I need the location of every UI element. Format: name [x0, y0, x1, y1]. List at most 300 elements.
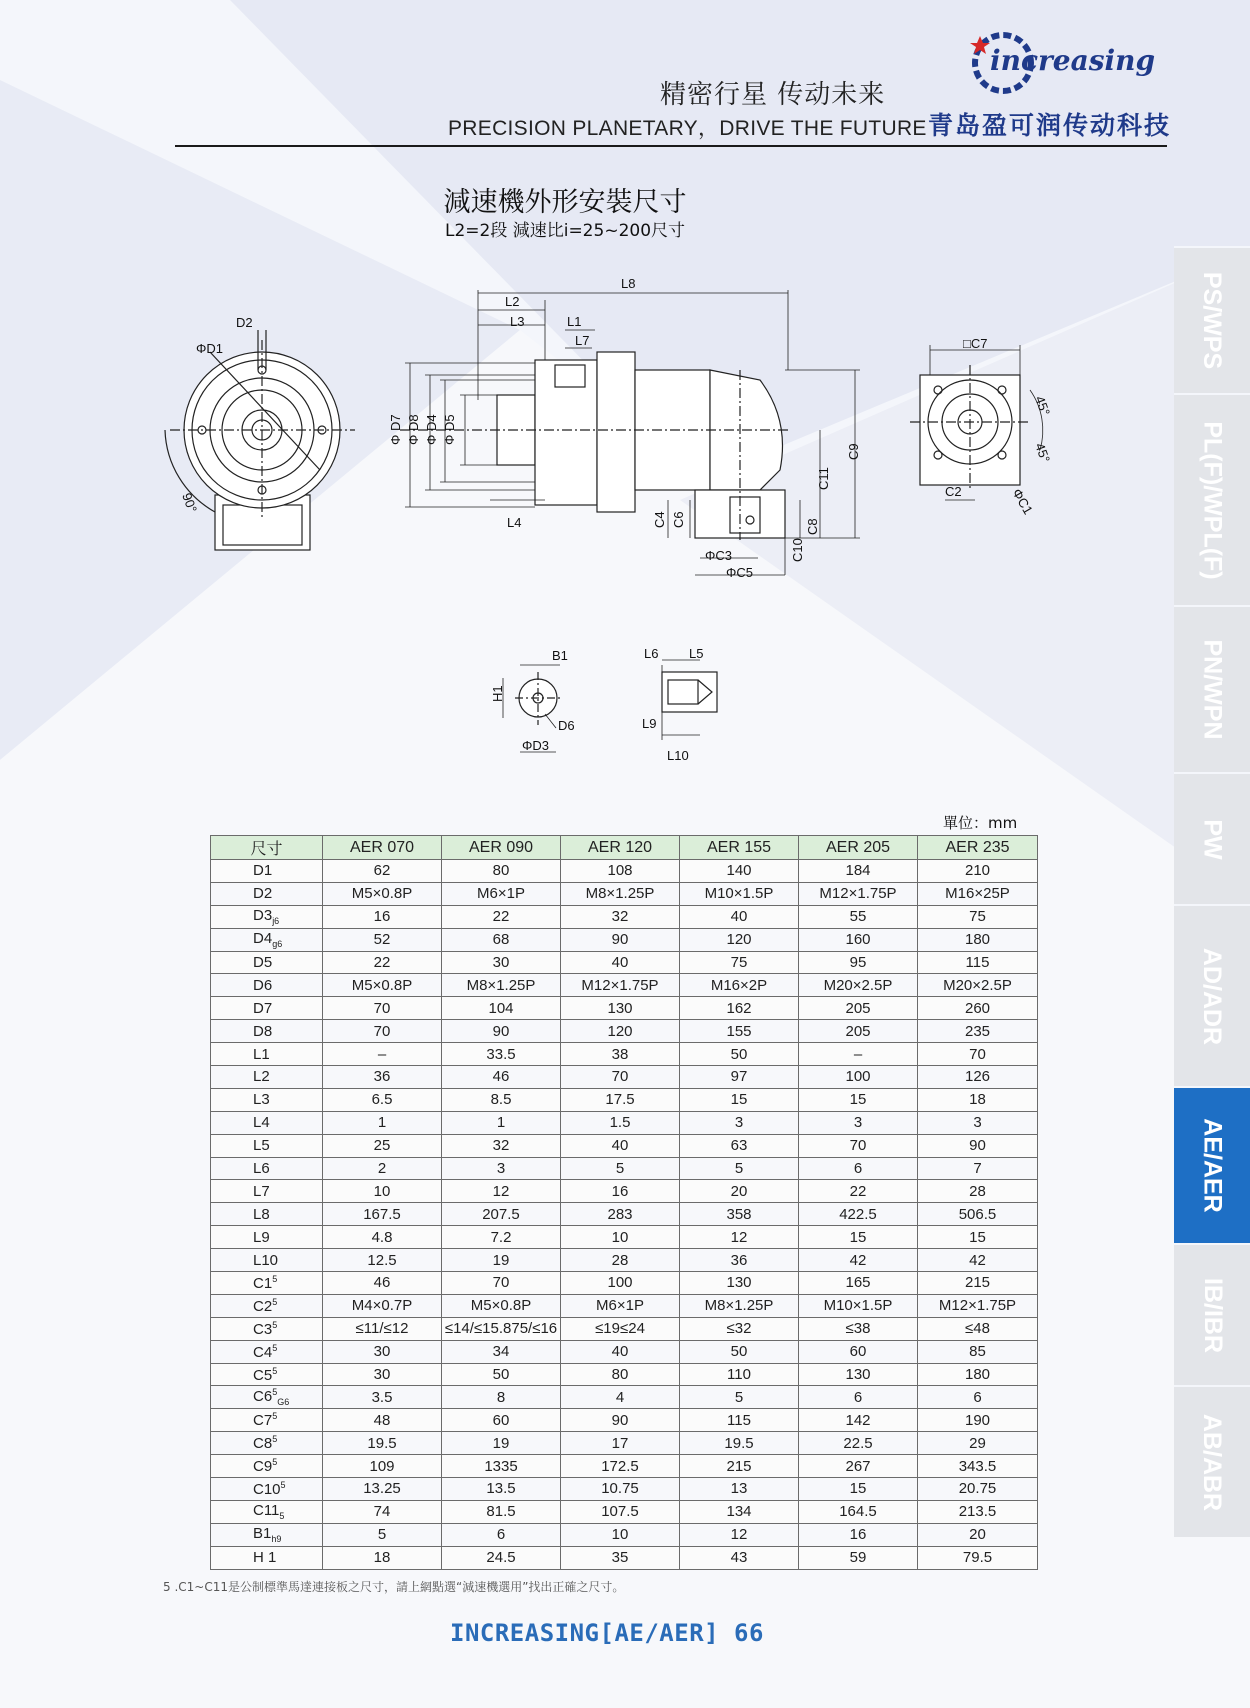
table-cell: 12	[680, 1226, 799, 1249]
table-cell: 100	[561, 1272, 680, 1295]
table-cell: 80	[561, 1363, 680, 1386]
table-cell: 120	[680, 928, 799, 951]
table-cell: 33.5	[442, 1043, 561, 1066]
header-size: 尺寸	[211, 836, 323, 860]
label-l5: L5	[689, 646, 704, 661]
row-key: H 1	[211, 1546, 323, 1569]
table-cell: 205	[799, 1020, 918, 1043]
label-phi-d7: Φ D7	[388, 414, 403, 445]
label-phi-d8: Φ D8	[406, 414, 421, 445]
table-row	[211, 1432, 1038, 1455]
table-cell: ≤48	[918, 1317, 1038, 1340]
label-c8: C8	[805, 518, 820, 535]
table-cell: 155	[680, 1020, 799, 1043]
header-divider	[175, 145, 1167, 147]
table-cell: 75	[680, 951, 799, 974]
page-footer: INCREASING[AE/AER] 66	[450, 1619, 764, 1647]
table-row	[211, 1455, 1038, 1478]
row-key: D2	[211, 882, 323, 905]
table-row	[211, 1180, 1038, 1203]
row-key: $C2^5$	[211, 1294, 323, 1317]
table-cell: M8×1.25P	[561, 882, 680, 905]
table-cell: 4.8	[323, 1226, 442, 1249]
table-row	[211, 1066, 1038, 1089]
table-row	[211, 1546, 1038, 1569]
tab-ad-adr[interactable]: AD/ADR	[1174, 904, 1250, 1086]
flange-view-drawing	[910, 345, 1043, 500]
table-cell: 15	[680, 1088, 799, 1111]
table-cell: 16	[323, 905, 442, 928]
row-key: D5	[211, 951, 323, 974]
table-cell: 6	[442, 1523, 561, 1546]
table-cell: 8	[442, 1386, 561, 1409]
table-cell: 260	[918, 997, 1038, 1020]
row-key: L5	[211, 1134, 323, 1157]
table-cell: 15	[799, 1088, 918, 1111]
table-cell: 6	[799, 1157, 918, 1180]
table-cell: 40	[561, 1340, 680, 1363]
unit-label: 單位：mm	[943, 814, 1018, 832]
slogan-cn: 精密行星 传动未来	[660, 80, 886, 110]
table-cell: 213.5	[918, 1500, 1038, 1523]
table-cell: 25	[323, 1134, 442, 1157]
row-key: D7	[211, 997, 323, 1020]
table-cell: M6×1P	[561, 1294, 680, 1317]
table-row	[211, 1409, 1038, 1432]
table-cell: 5	[680, 1157, 799, 1180]
row-key: $C8^5$	[211, 1432, 323, 1455]
table-row	[211, 1111, 1038, 1134]
table-cell: 22.5	[799, 1432, 918, 1455]
table-cell: 22	[442, 905, 561, 928]
table-cell: 18	[323, 1546, 442, 1569]
label-l6: L6	[644, 646, 659, 661]
table-cell: 134	[680, 1500, 799, 1523]
table-cell: 70	[323, 1020, 442, 1043]
table-cell: 46	[323, 1272, 442, 1295]
table-cell: 165	[799, 1272, 918, 1295]
table-cell: 12	[442, 1180, 561, 1203]
slogan-en: PRECISION PLANETARY，DRIVE THE FUTURE	[448, 117, 927, 140]
table-cell: 19.5	[680, 1432, 799, 1455]
row-key: L4	[211, 1111, 323, 1134]
row-key: L7	[211, 1180, 323, 1203]
table-row	[211, 1523, 1038, 1546]
row-key: $C4^5$	[211, 1340, 323, 1363]
table-cell: 16	[799, 1523, 918, 1546]
table-cell: 60	[442, 1409, 561, 1432]
row-key: L2	[211, 1066, 323, 1089]
table-cell: 180	[918, 1363, 1038, 1386]
table-cell: 184	[799, 860, 918, 883]
table-cell: 40	[561, 951, 680, 974]
tab-pn-wpn[interactable]: PN/WPN	[1174, 605, 1250, 772]
table-cell: 30	[442, 951, 561, 974]
header-aer155: AER 155	[680, 836, 799, 860]
table-row	[211, 1317, 1038, 1340]
table-row	[211, 1500, 1038, 1523]
table-cell: 70	[799, 1134, 918, 1157]
label-l3: L3	[510, 314, 525, 329]
tap-section-drawing	[662, 660, 717, 740]
table-cell: 343.5	[918, 1455, 1038, 1478]
table-cell: M16×25P	[918, 882, 1038, 905]
row-key: $C7^5$	[211, 1409, 323, 1432]
table-cell: 12	[680, 1523, 799, 1546]
table-cell: 13.5	[442, 1478, 561, 1501]
table-cell: 90	[561, 1409, 680, 1432]
table-body	[211, 860, 1038, 1570]
table-cell: M10×1.5P	[680, 882, 799, 905]
table-cell: 3	[918, 1111, 1038, 1134]
table-cell: M20×2.5P	[918, 974, 1038, 997]
table-cell: M5×0.8P	[323, 882, 442, 905]
table-cell: –	[323, 1043, 442, 1066]
label-l4: L4	[507, 515, 522, 530]
row-key: $B1_{h9}$	[211, 1523, 323, 1546]
table-cell: 62	[323, 860, 442, 883]
table-cell: 22	[323, 951, 442, 974]
table-cell: 42	[918, 1249, 1038, 1272]
row-key: $C3^5$	[211, 1317, 323, 1340]
table-cell: 126	[918, 1066, 1038, 1089]
label-phi-c3: ΦC3	[705, 548, 732, 563]
row-key: $C10^5$	[211, 1478, 323, 1501]
table-cell: 29	[918, 1432, 1038, 1455]
table-cell: 80	[442, 860, 561, 883]
table-cell: M5×0.8P	[442, 1294, 561, 1317]
row-key: $C5^5$	[211, 1363, 323, 1386]
table-cell: 6.5	[323, 1088, 442, 1111]
row-key: L3	[211, 1088, 323, 1111]
table-cell: M5×0.8P	[323, 974, 442, 997]
table-cell: 24.5	[442, 1546, 561, 1569]
label-l8: L8	[621, 276, 636, 291]
table-cell: 13	[680, 1478, 799, 1501]
table-cell: 97	[680, 1066, 799, 1089]
table-cell: 90	[918, 1134, 1038, 1157]
series-tabs	[1174, 246, 1250, 1537]
table-cell: 10	[561, 1523, 680, 1546]
table-cell: 140	[680, 860, 799, 883]
table-cell: 130	[799, 1363, 918, 1386]
tab-pl-wpl[interactable]: PL(F)/WPL(F)	[1174, 393, 1250, 605]
row-key: L9	[211, 1226, 323, 1249]
table-row	[211, 860, 1038, 883]
table-cell: ≤38	[799, 1317, 918, 1340]
table-cell: 38	[561, 1043, 680, 1066]
table-cell: M8×1.25P	[442, 974, 561, 997]
label-b1: B1	[552, 648, 568, 663]
company-name-cn: 青岛盈可润传动科技	[928, 111, 1172, 140]
table-cell: 70	[918, 1043, 1038, 1066]
label-phi-d1: ΦD1	[196, 341, 223, 356]
table-cell: 85	[918, 1340, 1038, 1363]
table-cell: M4×0.7P	[323, 1294, 442, 1317]
row-key: L1	[211, 1043, 323, 1066]
table-cell: 95	[799, 951, 918, 974]
label-box-c7: □C7	[963, 336, 988, 351]
table-cell: 19	[442, 1432, 561, 1455]
table-cell: 6	[918, 1386, 1038, 1409]
table-cell: 104	[442, 997, 561, 1020]
table-row	[211, 1043, 1038, 1066]
table-cell: 74	[323, 1500, 442, 1523]
table-cell: 130	[561, 997, 680, 1020]
table-row	[211, 1386, 1038, 1409]
table-cell: 6	[799, 1386, 918, 1409]
label-c6: C6	[671, 511, 686, 528]
table-cell: 36	[323, 1066, 442, 1089]
table-cell: M12×1.75P	[799, 882, 918, 905]
table-cell: 162	[680, 997, 799, 1020]
table-cell: 28	[918, 1180, 1038, 1203]
table-cell: 90	[561, 928, 680, 951]
table-cell: 164.5	[799, 1500, 918, 1523]
header-aer235: AER 235	[918, 836, 1038, 860]
table-cell: 1	[323, 1111, 442, 1134]
table-cell: 3	[799, 1111, 918, 1134]
table-cell: 15	[918, 1226, 1038, 1249]
table-cell: M20×2.5P	[799, 974, 918, 997]
table-cell: 1335	[442, 1455, 561, 1478]
table-cell: 43	[680, 1546, 799, 1569]
header-aer070: AER 070	[323, 836, 442, 860]
table-cell: 46	[442, 1066, 561, 1089]
table-cell: 1.5	[561, 1111, 680, 1134]
table-row	[211, 1088, 1038, 1111]
table-cell: 1	[442, 1111, 561, 1134]
table-cell: 17	[561, 1432, 680, 1455]
table-cell: 19	[442, 1249, 561, 1272]
tab-ae-aer[interactable]: AE/AER	[1174, 1086, 1250, 1243]
row-key: $C1^5$	[211, 1272, 323, 1295]
table-cell: 16	[561, 1180, 680, 1203]
table-cell: 60	[799, 1340, 918, 1363]
page-subtitle: L2=2段 減速比i=25~200尺寸	[444, 221, 686, 241]
table-cell: 19.5	[323, 1432, 442, 1455]
table-cell: 8.5	[442, 1088, 561, 1111]
technical-drawings	[0, 260, 1250, 780]
table-row	[211, 974, 1038, 997]
table-cell: ≤32	[680, 1317, 799, 1340]
table-cell: ≤19≤24	[561, 1317, 680, 1340]
label-phi-c1: ΦC1	[1009, 486, 1036, 517]
table-cell: 10	[561, 1226, 680, 1249]
table-cell: 15	[799, 1478, 918, 1501]
table-row	[211, 905, 1038, 928]
row-key: D8	[211, 1020, 323, 1043]
label-c10: C10	[790, 538, 805, 562]
table-cell: 100	[799, 1066, 918, 1089]
table-cell: 120	[561, 1020, 680, 1043]
table-cell: 10.75	[561, 1478, 680, 1501]
table-cell: 35	[561, 1546, 680, 1569]
header-aer090: AER 090	[442, 836, 561, 860]
label-c9: C9	[846, 443, 861, 460]
table-cell: ≤14/≤15.875/≤16	[442, 1317, 561, 1340]
table-cell: 210	[918, 860, 1038, 883]
table-cell: 90	[442, 1020, 561, 1043]
table-cell: 142	[799, 1409, 918, 1432]
table-cell: 235	[918, 1020, 1038, 1043]
header-aer205: AER 205	[799, 836, 918, 860]
table-cell: 70	[561, 1066, 680, 1089]
table-row	[211, 1134, 1038, 1157]
table-cell: 10	[323, 1180, 442, 1203]
label-phi-d5: Φ D5	[442, 414, 457, 445]
table-cell: 506.5	[918, 1203, 1038, 1226]
label-d6: D6	[558, 718, 575, 733]
table-cell: 18	[918, 1088, 1038, 1111]
row-key: $C9^5$	[211, 1455, 323, 1478]
table-cell: 7	[918, 1157, 1038, 1180]
table-row	[211, 1020, 1038, 1043]
table-cell: 81.5	[442, 1500, 561, 1523]
table-cell: M10×1.5P	[799, 1294, 918, 1317]
table-cell: 32	[442, 1134, 561, 1157]
page-title: 減速機外形安裝尺寸	[443, 187, 687, 218]
table-cell: 5	[561, 1157, 680, 1180]
table-cell: 12.5	[323, 1249, 442, 1272]
table-cell: 52	[323, 928, 442, 951]
table-cell: 215	[918, 1272, 1038, 1295]
front-view-drawing	[165, 330, 355, 550]
row-key: $D3_{j6}$	[211, 905, 323, 928]
table-row	[211, 1203, 1038, 1226]
table-cell: 30	[323, 1363, 442, 1386]
table-cell: 160	[799, 928, 918, 951]
table-cell: 68	[442, 928, 561, 951]
table-cell: 108	[561, 860, 680, 883]
row-key: L8	[211, 1203, 323, 1226]
table-cell: 20	[680, 1180, 799, 1203]
table-cell: 22	[799, 1180, 918, 1203]
row-key: D1	[211, 860, 323, 883]
table-cell: 283	[561, 1203, 680, 1226]
table-cell: M6×1P	[442, 882, 561, 905]
table-row	[211, 997, 1038, 1020]
table-cell: 205	[799, 997, 918, 1020]
table-cell: 48	[323, 1409, 442, 1432]
table-row	[211, 1157, 1038, 1180]
table-row	[211, 1272, 1038, 1295]
table-row	[211, 951, 1038, 974]
table-cell: 3	[680, 1111, 799, 1134]
table-cell: 267	[799, 1455, 918, 1478]
table-cell: 130	[680, 1272, 799, 1295]
table-cell: 28	[561, 1249, 680, 1272]
table-cell: 3	[442, 1157, 561, 1180]
page-header	[0, 0, 1250, 150]
table-cell: 167.5	[323, 1203, 442, 1226]
table-cell: 207.5	[442, 1203, 561, 1226]
table-cell: 70	[323, 997, 442, 1020]
table-cell: 34	[442, 1340, 561, 1363]
table-cell: 107.5	[561, 1500, 680, 1523]
label-c2: C2	[945, 484, 962, 499]
table-cell: 50	[680, 1340, 799, 1363]
table-cell: 63	[680, 1134, 799, 1157]
table-cell: 75	[918, 905, 1038, 928]
label-d2: D2	[236, 315, 253, 330]
table-cell: 13.25	[323, 1478, 442, 1501]
table-cell: 20	[918, 1523, 1038, 1546]
header-aer120: AER 120	[561, 836, 680, 860]
table-cell: 110	[680, 1363, 799, 1386]
table-cell: 3.5	[323, 1386, 442, 1409]
dimension-table	[210, 835, 1038, 1570]
table-cell: 20.75	[918, 1478, 1038, 1501]
table-cell: 55	[799, 905, 918, 928]
label-phi-d3: ΦD3	[522, 738, 549, 753]
label-phi-d4: Φ D4	[424, 414, 439, 445]
table-cell: 42	[799, 1249, 918, 1272]
table-row	[211, 928, 1038, 951]
table-cell: 215	[680, 1455, 799, 1478]
table-cell: ≤11/≤12	[323, 1317, 442, 1340]
table-cell: 422.5	[799, 1203, 918, 1226]
table-cell: M12×1.75P	[561, 974, 680, 997]
table-row	[211, 1294, 1038, 1317]
label-l7: L7	[575, 333, 590, 348]
table-cell: 115	[680, 1409, 799, 1432]
table-cell: 5	[680, 1386, 799, 1409]
logo-wordmark: increasing	[990, 44, 1156, 77]
table-cell: 358	[680, 1203, 799, 1226]
table-row	[211, 1478, 1038, 1501]
label-h1: H1	[490, 685, 505, 702]
table-row	[211, 1340, 1038, 1363]
table-cell: 17.5	[561, 1088, 680, 1111]
tab-ab-abr[interactable]: AB/ABR	[1174, 1385, 1250, 1537]
label-c4: C4	[652, 511, 667, 528]
table-cell: 109	[323, 1455, 442, 1478]
row-key: L10	[211, 1249, 323, 1272]
label-90deg: 90°	[179, 490, 201, 515]
tab-pw[interactable]: PW	[1174, 772, 1250, 904]
label-45deg-a: 45°	[1032, 393, 1054, 418]
tab-ps-wps[interactable]: PS/WPS	[1174, 246, 1250, 393]
table-cell: 36	[680, 1249, 799, 1272]
table-cell: 30	[323, 1340, 442, 1363]
table-cell: 172.5	[561, 1455, 680, 1478]
table-cell: –	[799, 1043, 918, 1066]
tab-ib-ibr[interactable]: IB/IBR	[1174, 1243, 1250, 1385]
table-cell: 7.2	[442, 1226, 561, 1249]
label-c11: C11	[816, 467, 831, 490]
row-key: L6	[211, 1157, 323, 1180]
table-cell: 50	[680, 1043, 799, 1066]
table-cell: M16×2P	[680, 974, 799, 997]
table-cell: 40	[680, 905, 799, 928]
row-key: D6	[211, 974, 323, 997]
table-cell: M8×1.25P	[680, 1294, 799, 1317]
row-key: $C6^5_{G6}$	[211, 1386, 323, 1409]
table-cell: 50	[442, 1363, 561, 1386]
table-cell: 115	[918, 951, 1038, 974]
label-phi-c5: ΦC5	[726, 565, 753, 580]
label-l10: L10	[667, 748, 689, 763]
table-cell: 15	[799, 1226, 918, 1249]
label-45deg-b: 45°	[1032, 440, 1054, 465]
side-view-drawing	[400, 290, 860, 575]
label-l2: L2	[505, 294, 520, 309]
table-cell: 40	[561, 1134, 680, 1157]
table-cell: 2	[323, 1157, 442, 1180]
table-cell: 59	[799, 1546, 918, 1569]
table-header-row	[211, 836, 1038, 860]
